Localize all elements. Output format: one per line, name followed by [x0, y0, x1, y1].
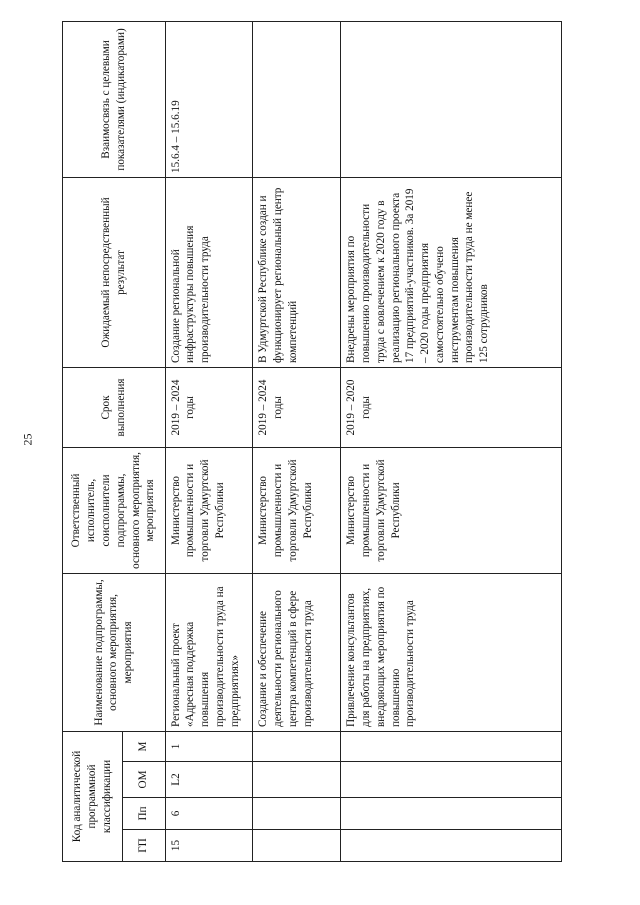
cell-result: Создание региональной инфраструктуры повышения производительности труда — [165, 177, 253, 367]
header-code: Код аналитической программной классификации — [63, 731, 123, 861]
cell-term: 2019 – 2020 годы — [341, 367, 562, 447]
cell-name: Привлечение консультантов для работы на предприятиях, внедряющих мероприятия по повышению производительности труда — [341, 573, 562, 731]
cell-m — [253, 731, 341, 761]
cell-pp — [253, 798, 341, 830]
cell-gp — [253, 830, 341, 862]
cell-name: Создание и обеспечение деятельности регионального центра компетенций в сфере производительности труда — [253, 573, 341, 731]
cell-name: Региональный проект «Адресная поддержка повышения производительности труда на предприятиях» — [165, 573, 253, 731]
rotated-table-page — [62, 22, 562, 862]
cell-link — [341, 21, 562, 177]
cell-executor: Министерство промышленности и торговли Удмуртской Республики — [341, 447, 562, 573]
header-row — [63, 21, 123, 861]
cell-executor: Министерство промышленности и торговли Удмуртской Республики — [253, 447, 341, 573]
cell-link — [253, 21, 341, 177]
header-name: Наименование подпрограммы, основного мероприятия, мероприятия — [63, 573, 166, 731]
table-row — [341, 21, 562, 861]
cell-term: 2019 – 2024 годы — [165, 367, 253, 447]
header-link: Взаимосвязь с целевыми показателями (индикаторами) — [63, 21, 166, 177]
header-executor: Ответственный исполнитель, соисполнители подпрограммы, основного мероприятия, мероприятия — [63, 447, 166, 573]
cell-om — [253, 762, 341, 798]
cell-link: 15.6.4 – 15.6.19 — [165, 21, 253, 177]
cell-om — [341, 762, 562, 798]
table-row — [165, 21, 253, 861]
cell-pp — [341, 798, 562, 830]
header-result: Ожидаемый непосредственный результат — [63, 177, 166, 367]
cell-gp — [341, 830, 562, 862]
cell-term: 2019 – 2024 годы — [253, 367, 341, 447]
header-gp: ГП — [123, 830, 165, 862]
cell-pp: 6 — [165, 798, 253, 830]
table-row — [253, 21, 341, 861]
header-term: Срок выполнения — [63, 367, 166, 447]
header-om: ОМ — [123, 762, 165, 798]
page-number: 25 — [20, 433, 35, 446]
cell-result: В Удмуртской Республике создан и функционирует региональный центр компетенций — [253, 177, 341, 367]
cell-om: L2 — [165, 762, 253, 798]
cell-gp: 15 — [165, 830, 253, 862]
cell-result: Внедрены мероприятия по повышению производительности труда с вовлечением к 2020 году в реализацию регионального проекта 17 предприятий-участников. За 2019 – 2020 годы предприятия самостоятельно обучено инструментам повышения производительности труда не менее 125 сотрудников — [341, 177, 562, 367]
header-m: М — [123, 731, 165, 761]
cell-m — [341, 731, 562, 761]
cell-m: 1 — [165, 731, 253, 761]
program-table — [62, 21, 562, 862]
header-pp: Пп — [123, 798, 165, 830]
cell-executor: Министерство промышленности и торговли Удмуртской Республики — [165, 447, 253, 573]
